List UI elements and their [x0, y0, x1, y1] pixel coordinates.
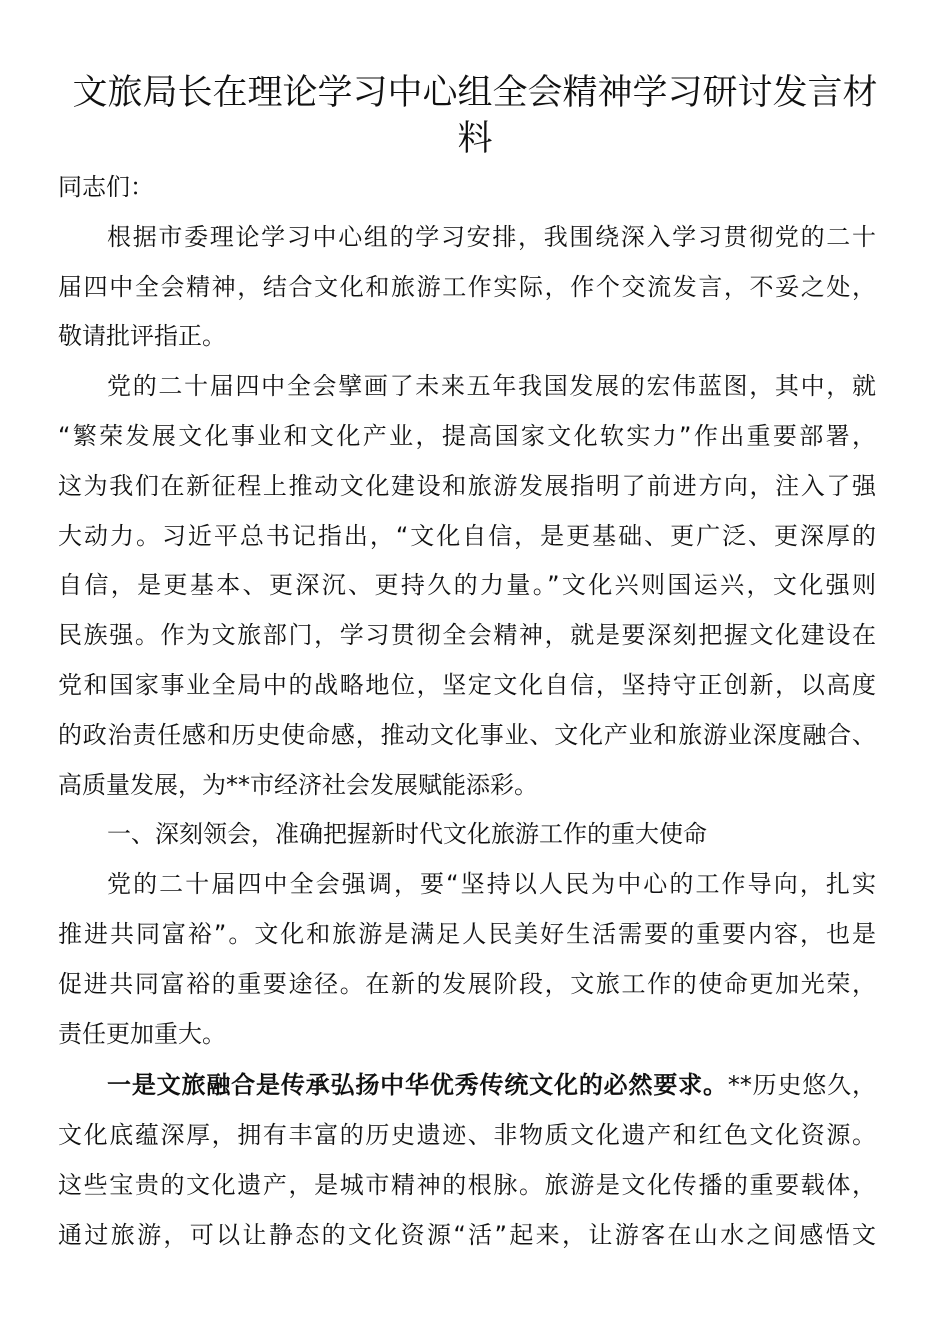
section-heading: 一、深刻领会，准确把握新时代文化旅游工作的重大使命 [107, 820, 707, 849]
text-run: **历史悠久， [727, 1071, 877, 1100]
text-line: 责任更加重大。 [58, 1019, 226, 1048]
text-line: 届四中全会精神，结合文化和旅游工作实际，作个交流发言，不妥之处， [58, 272, 876, 301]
text-line: 敬请批评指正。 [58, 322, 226, 351]
bold-lead: 一是文旅融合是传承弘扬中华优秀传统文化的必然要求。 [107, 1071, 728, 1100]
paragraph-mission [58, 860, 876, 1059]
text-line [58, 1061, 876, 1111]
text-line: 文化底蕴深厚，拥有丰富的历史遗迹、非物质文化遗产和红色文化资源。 [58, 1121, 876, 1150]
text-line: 这为我们在新征程上推动文化建设和旅游发展指明了前进方向，注入了强 [58, 471, 876, 500]
text-line: 自信，是更基本、更深沉、更持久的力量。”文化兴则国运兴，文化强则 [58, 571, 876, 600]
text-line: 这些宝贵的文化遗产，是城市精神的根脉。旅游是文化传播的重要载体， [58, 1170, 876, 1199]
paragraph-intro [58, 213, 876, 362]
document-title [60, 70, 890, 162]
text-line: “繁荣发展文化事业和文化产业，提高国家文化软实力”作出重要部署， [58, 421, 876, 450]
title-line-2: 料 [457, 119, 493, 159]
text-line: 大动力。习近平总书记指出，“文化自信，是更基础、更广泛、更深厚的 [58, 521, 876, 550]
paragraph-point-one [58, 1061, 876, 1260]
text-line: 民族强。作为文旅部门，学习贯彻全会精神，就是要深刻把握文化建设在 [58, 621, 876, 650]
paragraph-blueprint [58, 362, 876, 810]
text-line: 推进共同富裕”。文化和旅游是满足人民美好生活需要的重要内容，也是 [58, 919, 876, 948]
text-line: 党的二十届四中全会擘画了未来五年我国发展的宏伟蓝图，其中，就 [107, 372, 876, 401]
text-line: 高质量发展，为**市经济社会发展赋能添彩。 [58, 770, 538, 799]
text-line: 根据市委理论学习中心组的学习安排，我围绕深入学习贯彻党的二十 [107, 222, 876, 251]
text-line: 党和国家事业全局中的战略地位，坚定文化自信，坚持守正创新，以高度 [58, 670, 876, 699]
text-line: 的政治责任感和历史使命感，推动文化事业、文化产业和旅游业深度融合、 [58, 720, 876, 749]
salutation: 同志们： [58, 173, 154, 201]
title-line-1: 文旅局长在理论学习中心组全会精神学习研讨发言材 [72, 73, 878, 113]
text-line: 促进共同富裕的重要途径。在新的发展阶段，文旅工作的使命更加光荣， [58, 969, 876, 998]
document-body [58, 163, 876, 1261]
text-line: 党的二十届四中全会强调，要“坚持以人民为中心的工作导向，扎实 [107, 870, 876, 899]
text-line: 通过旅游，可以让静态的文化资源“活”起来，让游客在山水之间感悟文 [58, 1220, 876, 1249]
